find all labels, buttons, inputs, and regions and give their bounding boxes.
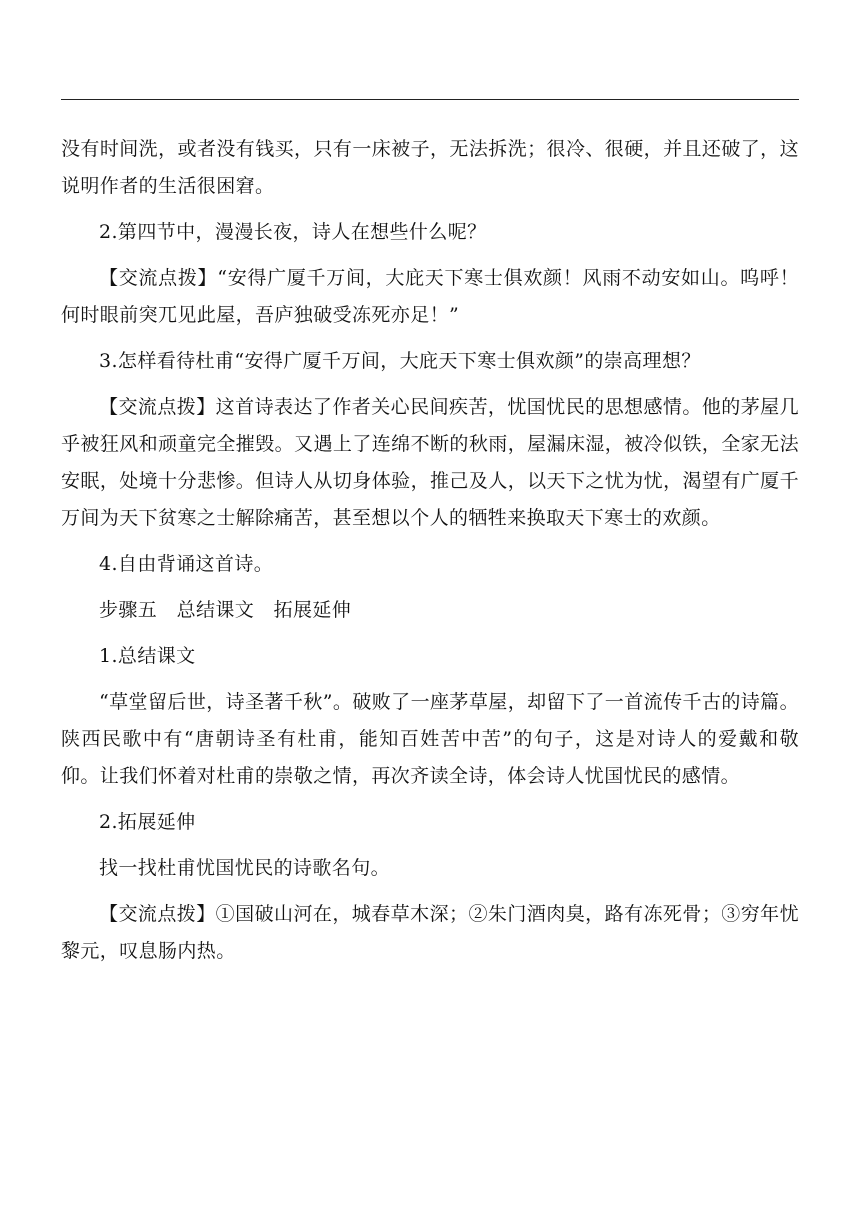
answer-3: 【交流点拨】这首诗表达了作者关心民间疾苦，忧国忧民的思想感情。他的茅屋几乎被狂风和顽童完全摧毁。又遇上了连绵不断的秋雨，屋漏床湿，被冷似铁，全家无法安眠，处境十分悲惨。但诗人从切身体验，推己及人，以天下之忧为忧，渴望有广厦千万间为天下贫寒之士解除痛苦，甚至想以个人的牺牲来换取天下寒士的欢颜。 bbox=[61, 396, 799, 529]
question-2: 2.第四节中，漫漫长夜，诗人在想些什么呢？ bbox=[99, 221, 487, 243]
section-extension-heading: 2.拓展延伸 bbox=[99, 811, 196, 833]
paragraph-answer-continued: 没有时间洗，或者没有钱买，只有一床被子，无法拆洗；很冷、很硬，并且还破了，这说明作者的生活很困窘。 bbox=[61, 138, 799, 197]
question-4: 4.自由背诵这首诗。 bbox=[99, 553, 274, 575]
summary-paragraph: “草堂留后世，诗圣著千秋”。破败了一座茅草屋，却留下了一首流传千古的诗篇。陕西民歌中有“唐朝诗圣有杜甫，能知百姓苦中苦”的句子，这是对诗人的爱戴和敬仰。让我们怀着对杜甫的崇敬之情，再次齐读全诗，体会诗人忧国忧民的感情。 bbox=[61, 691, 799, 787]
document-body bbox=[61, 131, 799, 970]
answer-2: 【交流点拨】“安得广厦千万间，大庇天下寒士俱欢颜！风雨不动安如山。呜呼！何时眼前突兀见此屋，吾庐独破受冻死亦足！” bbox=[61, 267, 799, 326]
extension-task: 找一找杜甫忧国忧民的诗歌名句。 bbox=[99, 857, 391, 879]
header-divider bbox=[61, 99, 799, 100]
question-3: 3.怎样看待杜甫“安得广厦千万间，大庇天下寒士俱欢颜”的崇高理想？ bbox=[99, 350, 701, 372]
section-summary-heading: 1.总结课文 bbox=[99, 645, 196, 667]
extension-answer: 【交流点拨】①国破山河在，城春草木深；②朱门酒肉臭，路有冻死骨；③穷年忧黎元，叹息肠内热。 bbox=[61, 903, 799, 962]
step-5-heading: 步骤五 总结课文 拓展延伸 bbox=[99, 599, 352, 621]
